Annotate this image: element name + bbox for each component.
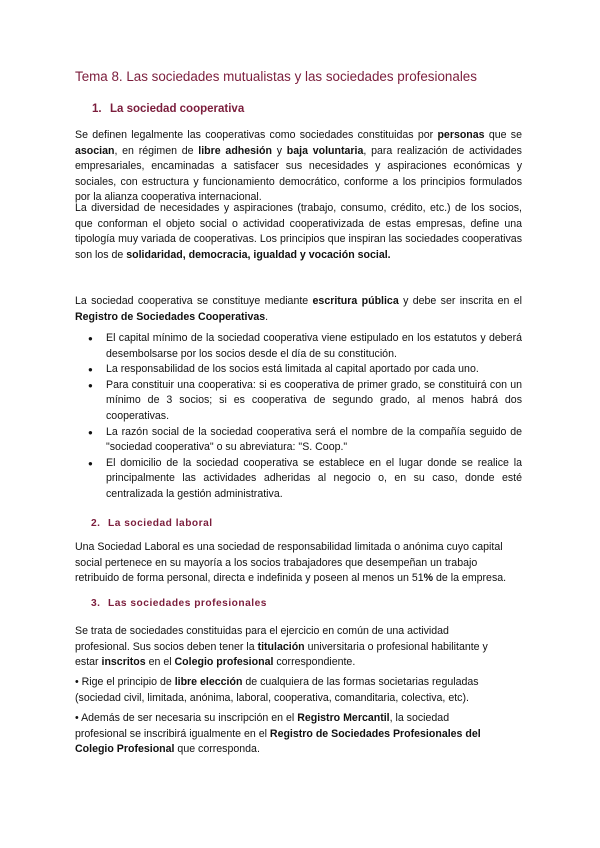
page-title: Tema 8. Las sociedades mutualistas y las sociedades profesionales bbox=[75, 69, 477, 84]
bold-text: libre elección bbox=[174, 676, 243, 688]
text-run: que corresponda. bbox=[174, 743, 260, 756]
bold-text: inscritos bbox=[101, 656, 146, 669]
section-title: La sociedad cooperativa bbox=[110, 103, 245, 115]
text-run: profesional. Sus socios deben tener la bbox=[75, 640, 258, 653]
text-line: social pertenece en su mayoría a los socios trabajadores que desempeñan un trabajo bbox=[75, 556, 478, 569]
list-item: ● El capital mínimo de la sociedad cooperativa viene estipulado en los estatutos y deberá desembolsarse por los socios desde el día de su constitución. bbox=[88, 331, 522, 362]
text-run: profesional se inscribirá igualmente en el bbox=[75, 727, 270, 740]
bold-text: personas bbox=[437, 129, 485, 141]
text-run: de cualquiera de las formas societarias reguladas bbox=[242, 676, 479, 688]
bold-text: Colegio Profesional bbox=[75, 743, 175, 756]
paragraph-definition bbox=[75, 128, 522, 206]
paragraph-laboral bbox=[75, 540, 535, 587]
bold-text: baja voluntaria bbox=[286, 144, 364, 157]
section-heading-1 bbox=[92, 103, 244, 115]
text-line bbox=[75, 571, 535, 587]
text-run: , la sociedad bbox=[389, 712, 450, 724]
text-line: (sociedad civil, limitada, anónima, laboral, cooperativa, comanditaria, colectiva, etc). bbox=[75, 691, 469, 704]
text-run: . bbox=[265, 310, 269, 323]
text-run: de la empresa. bbox=[433, 572, 507, 585]
text-run: y bbox=[271, 144, 287, 157]
paragraph-diversity bbox=[75, 201, 522, 263]
bold-text: titulación bbox=[257, 640, 305, 653]
text-run: en el bbox=[145, 656, 175, 669]
text-line bbox=[75, 655, 535, 671]
text-line bbox=[75, 742, 535, 758]
bold-text: Registro Mercantil bbox=[297, 712, 390, 724]
text-run: y debe ser inscrita en el bbox=[398, 295, 523, 307]
paragraph-constitution bbox=[75, 294, 522, 325]
paragraph-profesionales bbox=[75, 624, 535, 671]
paragraph-libre-eleccion bbox=[75, 675, 535, 706]
text-line bbox=[75, 727, 535, 743]
bold-text: Colegio profesional bbox=[174, 656, 274, 669]
text-run: , en régimen de bbox=[114, 144, 199, 157]
text-run: correspondiente. bbox=[273, 656, 356, 669]
text-line bbox=[75, 675, 535, 691]
text-run: • Además de ser necesaria su inscripción en el bbox=[75, 712, 298, 724]
cooperative-bullet-list bbox=[88, 331, 522, 503]
text-run: La sociedad cooperativa se constituye mediante bbox=[75, 295, 313, 307]
text-run: La diversidad de necesidades y aspiraciones (trabajo, consumo, crédito, etc.) de los socios, que conforman el objeto social o actividad cooperativizada de estas empresas, define una tipología muy variada de cooperativas. Los principios que inspiran las sociedades cooperativas son los de bbox=[75, 202, 522, 261]
text-run: universitaria o profesional habilitante y bbox=[304, 640, 488, 653]
section-title: La sociedad laboral bbox=[108, 518, 213, 529]
bold-text: % bbox=[423, 572, 434, 585]
bold-text: libre adhesión bbox=[198, 144, 272, 157]
bold-text: Registro de Sociedades Profesionales del bbox=[269, 727, 481, 740]
text-run: , para realización de actividades empresariales, encaminadas a satisfacer sus necesidades y aspiraciones económicas y sociales, con estructura y funcionamiento democrático, conforme a los principios formulados por la alianza cooperativa internacional. bbox=[75, 144, 522, 204]
text-run: Se definen legalmente las cooperativas como sociedades constituidas por bbox=[75, 129, 438, 141]
list-item: ● Para constituir una cooperativa: si es cooperativa de primer grado, se constituirá con un mínimo de 3 socios; si es cooperativa de segundo grado, al menos habrá dos cooperativas. bbox=[88, 378, 522, 425]
text-line: Una Sociedad Laboral es una sociedad de responsabilidad limitada o anónima cuyo capital bbox=[75, 541, 503, 553]
list-item: ● La responsabilidad de los socios está limitada al capital aportado por cada uno. bbox=[88, 362, 522, 378]
text-run: que se bbox=[484, 129, 522, 141]
text-run: • Rige el principio de bbox=[75, 676, 175, 688]
section-number: 1. bbox=[92, 103, 102, 115]
text-run: retribuido de forma personal, directa e indefinida y poseen al menos un 51 bbox=[75, 572, 424, 585]
paragraph-registro bbox=[75, 711, 535, 758]
list-item: ● El domicilio de la sociedad cooperativa se establece en el lugar donde se realice la principalmente las actividades adheridas al negocio o, en su caso, donde esté centralizada la gestión administrativa. bbox=[88, 456, 522, 503]
section-heading-2 bbox=[91, 518, 213, 529]
section-number: 2. bbox=[91, 518, 101, 529]
section-title: Las sociedades profesionales bbox=[108, 598, 267, 609]
bold-text: escritura pública bbox=[312, 295, 399, 307]
section-heading-3 bbox=[91, 598, 267, 609]
text-line bbox=[75, 711, 535, 727]
bold-text: solidaridad, democracia, igualdad y vocación social. bbox=[126, 248, 391, 261]
bold-text: Registro de Sociedades Cooperativas bbox=[75, 310, 266, 323]
list-item: ● La razón social de la sociedad cooperativa será el nombre de la compañía seguido de "sociedad cooperativa" o su abreviatura: "S. Coop." bbox=[88, 425, 522, 456]
bold-text: asocian bbox=[75, 144, 115, 157]
text-line bbox=[75, 640, 535, 656]
text-line: Se trata de sociedades constituidas para el ejercicio en común de una actividad bbox=[75, 625, 449, 637]
text-run: estar bbox=[75, 656, 102, 669]
section-number: 3. bbox=[91, 598, 101, 609]
